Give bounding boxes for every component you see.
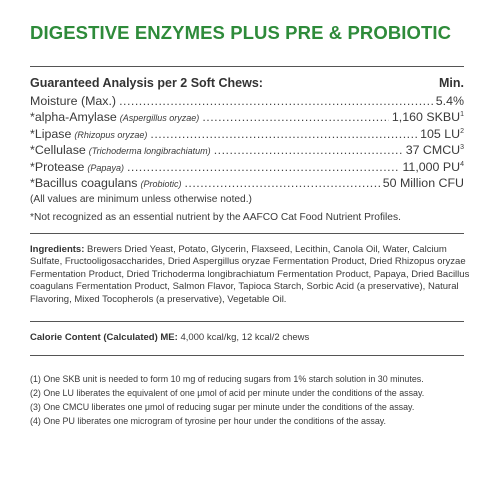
ingredients-label: Ingredients: (30, 244, 85, 255)
footnote-ref: 4 (460, 160, 464, 168)
nutrient-name: *Protease (30, 159, 85, 174)
nutrient-name: Moisture (Max.) (30, 94, 117, 108)
leader-dots (184, 176, 379, 190)
analysis-heading: Guaranteed Analysis per 2 Soft Chews: (30, 76, 263, 90)
leader-dots (150, 127, 417, 141)
nutrient-value: 105 $LU^2$ (420, 126, 464, 141)
analysis-table (30, 94, 464, 192)
footnote-3: (3) One CMCU liberates one μmol of reducing sugar per minute under the conditions of the assay. (30, 402, 415, 412)
footnote-ref: 1 (460, 111, 464, 119)
footnote-2: (2) One LU liberates the equivalent of one μmol of acid per minute under the conditions of the assay. (30, 388, 425, 398)
divider (30, 233, 464, 234)
analysis-min-label: Min. (439, 76, 464, 90)
leader-dots (119, 94, 433, 108)
footnote-4: (4) One PU liberates one microgram of tyrosine per hour under the conditions of the assay. (30, 416, 386, 426)
nutrient-value: 50 Million CFU (382, 175, 464, 190)
leader-dots (202, 110, 389, 124)
analysis-row (30, 176, 464, 192)
leader-dots (127, 160, 400, 174)
nutrient-source: (Probiotic) (140, 178, 182, 189)
calorie-label: Calorie Content (Calculated) ME: (30, 332, 178, 343)
divider (30, 321, 464, 322)
product-title: DIGESTIVE ENZYMES PLUS PRE & PROBIOTIC (30, 22, 452, 43)
footnote-ref: 2 (460, 127, 464, 135)
ingredients-block (30, 244, 470, 306)
calorie-content (30, 332, 309, 343)
analysis-row (30, 94, 464, 110)
nutrient-name: *Lipase (30, 126, 72, 141)
leader-dots (214, 143, 403, 157)
nutrient-source: (Aspergillus oryzae) (119, 113, 200, 124)
calorie-value: 4,000 kcal/kg, 12 kcal/2 chews (180, 332, 310, 343)
aafco-note: *Not recognized as an essential nutrient by the AAFCO Cat Food Nutrient Profiles. (30, 212, 401, 223)
divider (30, 355, 464, 356)
nutrient-source: (Rhizopus oryzae) (74, 129, 148, 140)
nutrient-name: *Bacillus coagulans (30, 175, 138, 190)
nutrient-source: (Trichoderma longibrachiatum) (88, 146, 211, 157)
analysis-row (30, 127, 464, 143)
ingredients-text: Brewers Dried Yeast, Potato, Glycerin, Flaxseed, Lecithin, Canola Oil, Water, Calcium Sulfate, Fructooligosaccharides, Dried Aspergillus oryzae Fermentation Product, Dried Rhizopus oryzae Fermentation Product, Dried Trichoderma longibrachiatum Fermentation Product, Papaya, Dried Bacillus coagulans Fermentation Product, Salmon Flavor, Tapioca Starch, Sorbic Acid (a preservative), Natural Flavoring, Mixed Tocopherols (a preservative), Vegetable Oil. (30, 244, 470, 305)
nutrient-value: 11,000 $PU^4$ (402, 159, 464, 174)
nutrient-value: 1,160 SKBU$^1$ (391, 110, 464, 125)
analysis-header (30, 76, 464, 90)
footnotes (30, 372, 470, 428)
analysis-row (30, 110, 464, 126)
nutrient-name: *alpha-Amylase (30, 110, 117, 125)
analysis-note: (All values are minimum unless otherwise noted.) (30, 194, 252, 205)
divider-top (30, 66, 464, 67)
nutrient-value: 5.4% (435, 94, 464, 108)
footnote-ref: 3 (460, 144, 464, 152)
nutrient-name: *Cellulase (30, 143, 86, 158)
analysis-row (30, 143, 464, 159)
nutrient-value: 37 CMCU$^3$ (405, 143, 464, 158)
nutrient-source: (Papaya) (87, 162, 124, 173)
footnote-1: (1) One SKB unit is needed to form 10 mg of reducing sugars from 1% starch solution in 30 minutes. (30, 374, 424, 384)
analysis-row (30, 160, 464, 176)
